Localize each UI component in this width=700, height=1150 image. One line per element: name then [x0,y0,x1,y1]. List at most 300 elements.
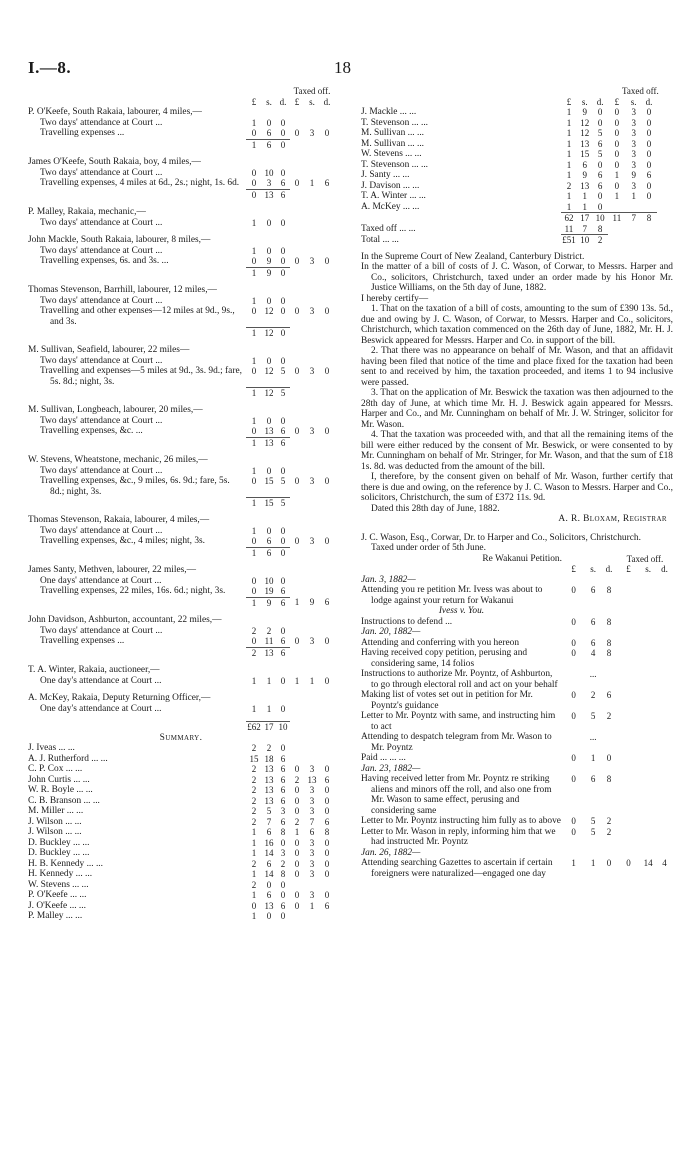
summary-row [361,107,673,118]
cell: 1 [294,675,300,686]
cell: 0 [251,636,257,646]
summary-name: A. J. Rutherford ... ... [28,753,108,764]
cell: 13 [264,764,274,774]
cell: 2 [251,785,257,795]
cell: 0 [614,128,620,138]
cell: 0 [280,117,286,128]
cell: 1 [309,675,315,686]
bill-entry-row [361,690,673,711]
summary-name: A. McKey ... ... [361,201,420,212]
summary-row [28,817,350,828]
cell [320,626,334,637]
subtotal-row [28,437,350,448]
cell: 8 [606,585,612,595]
subtotal-row [28,547,350,558]
cell [28,608,334,615]
taxed-off-row [361,224,673,235]
court-para-4: 4. That the taxation was proceeded with, and that all the remaining items of the bill were either reduced by the consent of Mr. Beswick, or were consented to by Mr. Cunningham on behalf of Mr. Stringer, for Mr. Wason, and that the sum of £18 1s. 8d. was deducted from the amount of the bill. [361,430,673,472]
cell: 1 [246,267,262,278]
cell [290,267,304,278]
cell [320,547,334,558]
cell: 12 [580,128,590,138]
cell [304,189,320,200]
cell: 0 [280,575,286,586]
cell: 0 [571,585,576,595]
cell [290,437,304,448]
bill-date: Jan. 26, 1882— [361,847,421,858]
cell: 5 [590,826,596,837]
cell: 0 [294,858,300,869]
cell [617,827,640,848]
cell [577,86,592,97]
cell: 0 [646,149,652,159]
cell: 0 [294,426,300,436]
cell: 0 [294,764,300,774]
cell: 5 [280,476,286,486]
witness-name-row [28,235,350,246]
cell: 14 [264,869,274,879]
cell: 0 [626,858,631,868]
cell: 1 [246,139,262,150]
cell: 2 [251,764,257,774]
cell [640,827,656,848]
spacer-row [28,508,350,515]
cell: 6 [590,637,596,648]
cell [657,139,673,150]
cell [640,774,656,816]
col-shillings: s. [266,96,272,107]
cell: d. [645,96,653,107]
grand-total-row [28,722,350,733]
cell: 1 [251,525,257,536]
cell: 1 [566,117,572,128]
document-code: I.—8. [28,58,72,77]
cell: 0 [294,178,300,188]
cell: 15 [249,753,259,764]
cell: 9 [266,256,272,266]
cell [28,150,334,157]
cell [601,606,617,617]
cell: 3 [631,117,636,128]
cell: 12 [264,306,274,316]
cell: 6 [266,128,272,138]
taxed-off-heading: Taxed off. [626,553,664,564]
cell [561,86,577,97]
cell [28,686,334,693]
cell: 2 [266,743,272,753]
expense-row [28,178,350,189]
summary-row [28,869,350,880]
cell [656,638,673,649]
cell [656,816,673,827]
expense-description: Travelling expenses, 4 miles at 6d., 2s.; night, 1s. 6d. [40,178,240,188]
cell: 6 [646,170,652,180]
witness-table [28,86,350,922]
cell: 1 [566,138,572,149]
summary-row [361,118,673,129]
expense-description: Two days' attendance at Court ... [40,117,163,128]
cell: 1 [294,827,300,837]
cell: 0 [280,295,286,306]
bill-item-description: Making list of votes set out in petition for Mr. Poyntz's guidance [361,690,533,711]
cell [320,880,334,891]
cell: 0 [571,648,576,658]
summary-name: D. Buckley ... ... [28,837,90,848]
cell [290,139,304,150]
cell: 0 [324,536,330,546]
cell: 0 [251,536,257,546]
expense-row [28,168,350,179]
cell: 0 [294,869,300,879]
cell: 2 [266,625,272,636]
cell: 6 [262,139,276,150]
summary-row [28,890,350,901]
cell: 3 [309,256,315,266]
court-para-1: 1. That on the taxation of a bill of costs, amounting to the sum of £390 13s. 5d., due and owing by J. C. Wason, of Corwar, to Messrs. Harper and Co., solicitors, Christchurch, which taxation commenced on the 26th day of June, 1882, Mr. H. J. Beswick appeared for Messrs. Harper and Co. in support of the bill. [361,304,673,346]
cell [304,911,320,922]
col-pence: d. [279,96,287,107]
cell [28,597,246,608]
cell: 1 [566,191,572,201]
expense-description: Two days' attendance at Court ... [40,167,163,178]
cell: 12 [264,366,274,376]
cell: 0 [646,117,652,128]
cell [304,218,320,229]
spacer-row [28,714,350,722]
cell: 6 [280,785,286,795]
cell: ... [589,669,597,679]
cell [290,647,304,658]
cell: 5 [280,366,286,376]
cell: 3 [631,159,636,170]
col-pence: d. [323,96,331,107]
cell [28,327,246,338]
bill-entry-row [361,606,673,617]
cell: 1 [251,703,257,714]
summary-title: Summary. [159,732,203,743]
cell [656,732,673,753]
cell: 3 [309,806,315,816]
cell [304,497,320,508]
expense-description: Travelling expenses ... [40,636,125,646]
bill-item-description: Having received letter from Mr. Poyntz re striking aliens and minors off the roll, and also one from Mr. Wason to same effect, perusing and considering same [361,774,552,816]
expense-description: One days' attendance at Court ... [40,575,162,586]
cell [601,554,617,565]
cell [28,338,334,345]
cell: 0 [280,306,286,316]
cell [304,626,320,637]
cell: 0 [251,586,257,596]
cell: 9 [582,170,588,180]
cell [617,638,640,649]
cell: 0 [324,890,330,900]
cell: 0 [294,900,300,911]
cell: 13 [580,138,590,149]
cell [320,327,334,338]
cell: 1 [251,890,257,900]
expense-row [28,476,350,497]
cell: 10 [264,167,274,178]
cell: 6 [597,138,603,149]
cell: 0 [251,256,257,266]
summary-name: J. Santy ... ... [361,170,410,180]
cell: 17 [577,213,592,224]
cell: 0 [606,858,612,868]
witness-name: T. A. Winter, Rakaia, auctioneer,— [28,665,160,675]
cell: 6 [280,900,286,911]
cell: 2 [606,711,612,721]
cell: 6 [324,774,330,785]
cell [290,497,304,508]
cell: 3 [280,806,286,816]
cell: 0 [294,256,300,266]
cell: 2 [606,826,612,837]
cell: 1 [251,869,257,879]
spacer-row [28,150,350,157]
cell: 5 [590,711,596,721]
cell [657,235,673,246]
cell: 9 [631,170,636,180]
cell: 13 [580,180,590,191]
cell: 1 [590,753,596,763]
cell: 0 [280,536,286,546]
cell [246,86,262,97]
summary-row [28,785,350,796]
cell [304,118,320,129]
cell: 0 [294,636,300,646]
cell: 6 [280,586,286,596]
cell: 3 [309,848,315,858]
cell: s. [645,564,651,574]
header-row [28,97,350,108]
cell: 0 [294,890,300,900]
cell [28,86,246,97]
cell [640,585,656,606]
cell [617,617,640,628]
cell [617,774,640,816]
summary-row [28,838,350,849]
cell: 1 [251,295,257,306]
cell: 0 [324,476,330,486]
cell: 1 [566,107,572,117]
cell: 0 [251,900,257,911]
cell: 3 [309,869,315,879]
spacer-row [28,658,350,665]
cell: 2 [280,858,286,869]
cell [657,191,673,202]
cell: 4 [662,858,667,868]
cell: 13 [307,774,317,785]
cell: 6 [280,178,286,188]
cell [617,690,640,711]
bill-re-title: Re Wakanui Petition. [482,553,562,564]
cell: 13 [262,189,276,200]
cell: 13 [262,647,276,658]
bill-entry-row [361,711,673,732]
summary-row [28,848,350,859]
cell: 0 [246,189,262,200]
bill-item-description: Instructions to defend ... [361,616,453,627]
expense-description: Travelling expenses, &c., 4 miles; night, 3s. [40,536,206,546]
summary-name: W. R. Boyle ... ... [28,785,93,795]
cell [617,753,640,764]
bill-entry-row [361,617,673,628]
cell: 0 [280,415,286,426]
cell: 3 [309,858,315,869]
cell: 8 [606,648,612,658]
court-para-2: 2. That there was no appearance on behalf of Mr. Wason, and that an affidavit having been filed that notice of the time and place fixed for the taxation had been sent to and received by him, the taxation proceeded, and items 1 to 94 inclusive were passed. [361,346,673,388]
cell: 0 [251,178,257,188]
cell: 1 [582,201,588,212]
cell: 6 [266,890,272,900]
cell: 1 [246,387,262,398]
cell: 0 [324,785,330,795]
cell: 0 [251,575,257,586]
summary-name: J. Iveas ... ... [28,743,75,753]
cell: 0 [571,690,576,700]
cell [290,168,304,179]
cell: 0 [324,128,330,138]
cell [290,704,304,715]
cell [262,86,276,97]
cell: £ [571,564,576,574]
expense-row [28,218,350,229]
expense-row [28,416,350,427]
cell: 0 [276,547,290,558]
cell: 8 [641,213,656,224]
summary-name: C. P. Cox ... ... [28,764,83,774]
bill-header-row [361,554,673,565]
cell [656,669,673,690]
cell: 0 [597,107,603,117]
cell: 0 [597,117,603,128]
expense-row [28,296,350,307]
summary-name: J. Davison ... ... [361,180,420,191]
col-shillings: s. [309,96,315,107]
cell: 0 [646,107,652,117]
cell: 0 [324,256,330,266]
cell: 1 [251,245,257,256]
spacer-row [28,608,350,615]
cell [28,139,246,150]
cell: 3 [309,636,315,646]
summary-row [28,764,350,775]
cell: 0 [294,536,300,546]
cell [290,189,304,200]
witness-name-row [28,515,350,526]
cell [562,554,585,565]
cell [290,387,304,398]
summary-title-row [28,733,350,744]
witness-name-row [28,455,350,466]
cell: 3 [309,795,315,806]
summary-row [361,170,673,181]
cell [656,753,673,764]
witness-name-row [28,665,350,676]
cell [320,189,334,200]
cell: 7 [266,816,272,827]
cell [28,448,334,455]
cell: 1 [251,675,257,686]
witness-name: M. Sullivan, Longbeach, labourer, 20 miles,— [28,405,203,415]
cell: 0 [294,306,300,316]
summary-name: J. O'Keefe ... ... [28,900,86,911]
cell [28,387,246,398]
cell: 6 [582,159,588,170]
witness-name-row [28,107,350,118]
cell: 9 [262,267,276,278]
cell: 3 [309,366,315,376]
cell: 15 [264,476,274,486]
expense-row [28,306,350,327]
cell: 6 [266,827,272,837]
registrar-signature: A. R. Bloxam, Registrar [558,514,667,524]
court-heading: In the Supreme Court of New Zealand, Canterbury District. [361,251,585,262]
cell: 0 [571,616,576,627]
cell: 2 [590,690,596,700]
cell: 6 [280,753,286,764]
cell: 1 [251,355,257,366]
cell: 2 [246,647,262,658]
expense-description: Travelling and expenses—5 miles at 9d., 3s. 9d.; fare, 5s. 8d.; night, 3s. [40,366,242,387]
cell [290,296,304,307]
cell: £ [626,564,631,574]
cell [28,189,246,200]
cell [290,880,304,891]
subtotal-row [28,647,350,658]
cell: 2 [251,858,257,869]
cell: 0 [280,465,286,476]
cell: 7 [626,213,641,224]
cell: 10 [264,575,274,586]
cell [304,466,320,477]
cell: 0 [646,128,652,138]
bill-entry-row [361,732,673,753]
cell: 0 [280,245,286,256]
cell [320,466,334,477]
cell: 0 [266,217,272,228]
cell: s. [581,96,588,107]
cell: 0 [614,107,620,117]
cell: 17 [262,722,276,733]
summary-row [28,880,350,891]
cell [626,224,641,235]
cell: 0 [276,267,290,278]
cell: 6 [590,616,596,627]
cell: s. [630,96,637,107]
cell [290,911,304,922]
cell: 0 [251,476,257,486]
cell: 0 [324,869,330,879]
summary-name: J. Wilson ... ... [28,816,82,827]
spacer-row [28,278,350,285]
cell: 6 [590,585,596,595]
bill-entry-row [361,774,673,816]
expense-row [28,576,350,587]
summary-name: P. O'Keefe ... ... [28,890,87,900]
cell: d. [661,564,668,574]
cell: 0 [294,806,300,816]
cell: 6 [280,795,286,806]
summary-name: J. Wilson ... ... [28,827,82,837]
cell [617,816,640,827]
cell: 0 [597,159,603,170]
cell: 5 [597,149,603,159]
cell [656,606,673,617]
cell: 0 [276,139,290,150]
cell [28,278,334,285]
witness-name: P. O'Keefe, South Rakaia, labourer, 4 miles,— [28,107,202,117]
